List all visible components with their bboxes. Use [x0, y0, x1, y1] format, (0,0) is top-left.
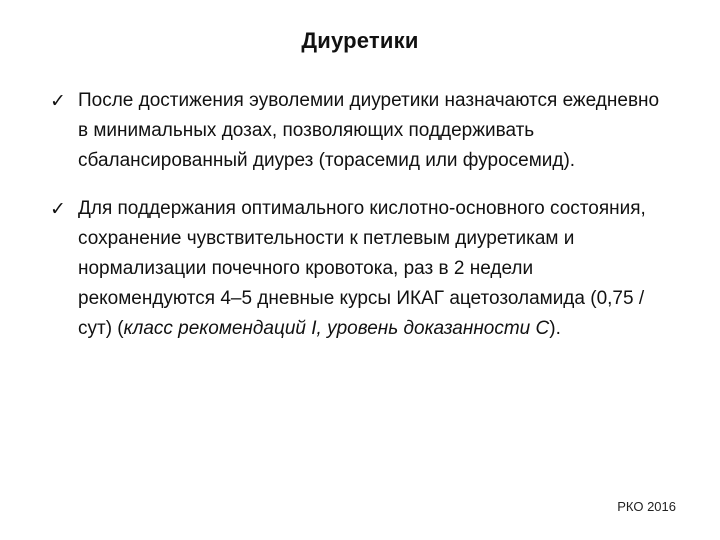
bullet-text: Для поддержания оптимального кислотно-основного состояния, сохранение чувствительности к петлевым диуретикам и нормализации почечного кровотока, раз в 2 недели рекомендуются 4–5 дневные курсы ИКАГ ацетозоламида (0,75 /сут) ( [78, 198, 646, 339]
bullet-item-1 [48, 86, 668, 176]
bullet-text: После достижения эуволемии диуретики назначаются ежедневно в минимальных дозах, позволяющих поддерживать сбалансированный диурез (торасемид или фуросемид). [78, 90, 660, 171]
footer-source: РКО 2016 [617, 499, 676, 514]
bullet-text-end: ). [549, 318, 561, 339]
slide-title: Диуретики [301, 28, 419, 53]
bullet-item-2 [48, 194, 668, 344]
checkmark-icon: ✓ [50, 198, 66, 220]
recommendation-class-text: класс рекомендаций I, уровень доказанности С [123, 318, 550, 339]
checkmark-icon: ✓ [50, 90, 66, 112]
bullet-list [48, 86, 668, 362]
